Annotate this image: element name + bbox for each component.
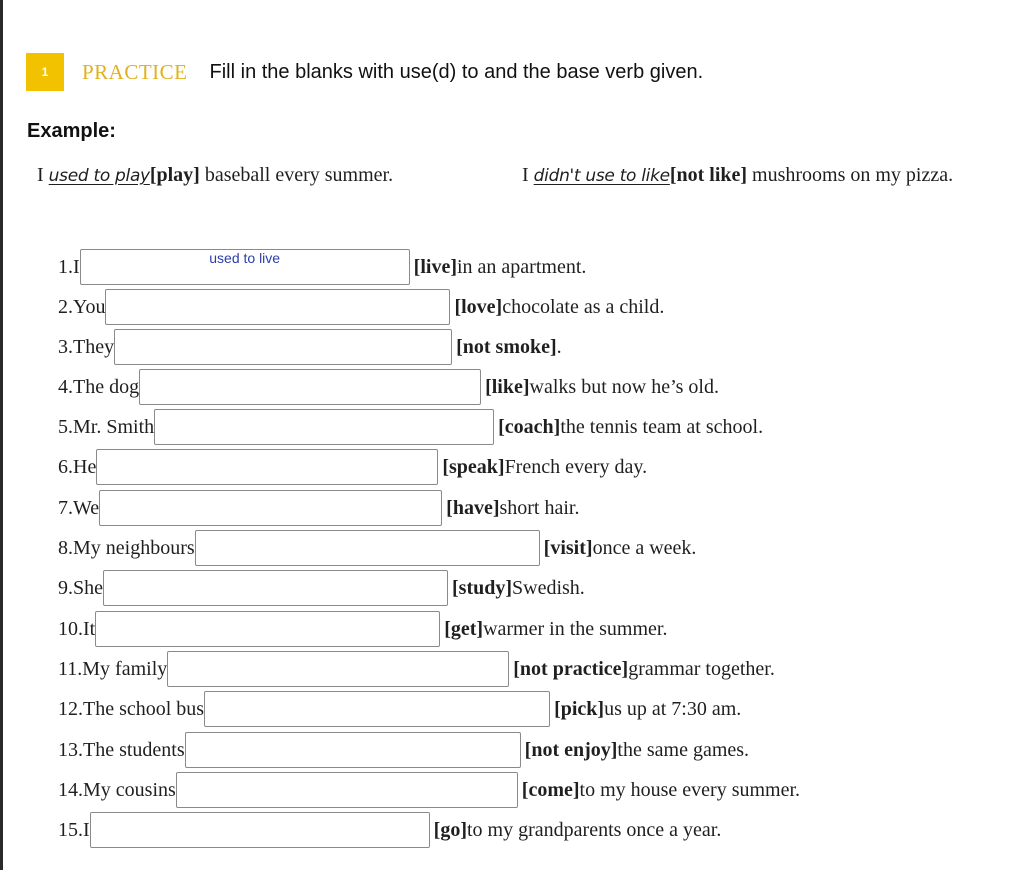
sentence-rest: to my house every summer. <box>579 778 801 801</box>
exercise-subject: My neighbours <box>73 536 195 559</box>
answer-field[interactable] <box>185 732 521 768</box>
sentence-rest: us up at 7:30 am. <box>604 697 742 720</box>
sentence-rest: short hair. <box>499 496 580 519</box>
answer-field[interactable] <box>204 691 550 727</box>
exercise-row <box>58 651 775 687</box>
exercise-number-badge: 1 <box>26 53 64 91</box>
practice-label: PRACTICE <box>82 59 188 84</box>
exercise-subject: He <box>73 455 97 478</box>
exercise-subject: I <box>83 818 90 841</box>
base-verb: [not practice] <box>513 657 629 680</box>
sentence-rest: . <box>556 335 562 358</box>
answer-text: used to live <box>209 250 281 266</box>
exercise-row <box>58 249 586 285</box>
answer-field[interactable] <box>114 329 452 365</box>
sentence-rest: French every day. <box>504 455 648 478</box>
exercise-number: 6. <box>58 455 73 478</box>
sentence-rest: grammar together. <box>628 657 775 680</box>
exercise-number: 11. <box>58 657 83 680</box>
answer-field[interactable] <box>167 651 509 687</box>
exercise-number: 8. <box>58 536 73 559</box>
example-sentence-2: I didn't use to like[not like] mushrooms on my pizza. <box>522 164 954 186</box>
exercise-row <box>58 812 721 848</box>
answer-field[interactable] <box>80 249 410 285</box>
sentence-rest: the same games. <box>617 738 750 761</box>
exercise-subject: It <box>83 617 96 640</box>
base-verb: [speak] <box>442 455 505 478</box>
exercise-row <box>58 329 562 365</box>
answer-field[interactable] <box>139 369 481 405</box>
exercise-number: 3. <box>58 335 73 358</box>
page-left-border <box>0 0 3 870</box>
exercise-number: 7. <box>58 496 73 519</box>
exercise-subject: The students <box>83 738 185 761</box>
exercise-row <box>58 449 647 485</box>
sentence-rest: once a week. <box>592 536 697 559</box>
answer-field[interactable] <box>105 289 450 325</box>
sentence-rest: in an apartment. <box>456 255 587 278</box>
answer-field[interactable] <box>96 449 438 485</box>
exercise-row <box>58 732 749 768</box>
exercise-number: 2. <box>58 295 73 318</box>
base-verb: [pick] <box>554 697 605 720</box>
base-verb: [get] <box>444 617 484 640</box>
sentence-rest: Swedish. <box>512 576 585 599</box>
exercise-subject: We <box>73 496 100 519</box>
example-verb-2: [not like] <box>669 164 748 186</box>
sentence-rest: walks but now he’s old. <box>529 375 719 398</box>
sentence-rest: warmer in the summer. <box>483 617 668 640</box>
base-verb: [have] <box>446 496 500 519</box>
base-verb: [like] <box>485 375 530 398</box>
exercise-subject: You <box>73 295 106 318</box>
example-answer-2: didn't use to like <box>533 166 670 186</box>
exercise-row <box>58 691 741 727</box>
sentence-rest: the tennis team at school. <box>560 415 764 438</box>
exercise-subject: I <box>73 255 80 278</box>
sentence-rest: chocolate as a child. <box>502 295 665 318</box>
practice-header <box>26 53 703 91</box>
answer-field[interactable] <box>90 812 430 848</box>
answer-field[interactable] <box>103 570 448 606</box>
base-verb: [live] <box>413 255 457 278</box>
example-sentence-1: I used to play[play] baseball every summer. <box>37 164 394 186</box>
answer-field[interactable] <box>95 611 440 647</box>
example-label: Example: <box>27 120 116 142</box>
exercise-row <box>58 409 763 445</box>
base-verb: [not enjoy] <box>524 738 618 761</box>
base-verb: [not smoke] <box>456 335 557 358</box>
exercise-row <box>58 530 696 566</box>
exercise-row <box>58 611 667 647</box>
base-verb: [love] <box>454 295 503 318</box>
exercise-number: 15. <box>58 818 83 841</box>
exercise-row <box>58 772 800 808</box>
exercise-row <box>58 289 664 325</box>
exercise-row <box>58 490 579 526</box>
exercise-number: 14. <box>58 778 83 801</box>
base-verb: [come] <box>521 778 580 801</box>
base-verb: [study] <box>452 576 513 599</box>
exercise-row <box>58 369 719 405</box>
answer-field[interactable] <box>99 490 442 526</box>
exercise-number: 4. <box>58 375 73 398</box>
exercise-number: 10. <box>58 617 83 640</box>
exercise-number: 5. <box>58 415 73 438</box>
instruction-text: Fill in the blanks with use(d) to and the base verb given. <box>209 60 704 83</box>
exercise-number: 9. <box>58 576 73 599</box>
base-verb: [visit] <box>543 536 593 559</box>
exercise-subject: They <box>73 335 115 358</box>
exercise-subject: The school bus <box>83 697 205 720</box>
answer-field[interactable] <box>154 409 494 445</box>
exercise-subject: She <box>73 576 103 599</box>
exercise-subject: My cousins <box>83 778 176 801</box>
exercise-number: 1. <box>58 255 73 278</box>
exercise-row <box>58 570 585 606</box>
sentence-rest: to my grandparents once a year. <box>467 818 722 841</box>
example-answer-1: used to play <box>48 166 150 186</box>
exercise-subject: Mr. Smith <box>73 415 155 438</box>
exercise-number: 12. <box>58 697 83 720</box>
exercise-subject: My family <box>82 657 168 680</box>
answer-field[interactable] <box>176 772 518 808</box>
exercise-subject: The dog <box>73 375 140 398</box>
exercise-number: 13. <box>58 738 83 761</box>
base-verb: [coach] <box>498 415 561 438</box>
base-verb: [go] <box>433 818 467 841</box>
example-verb-1: [play] <box>149 164 200 186</box>
answer-field[interactable] <box>195 530 540 566</box>
